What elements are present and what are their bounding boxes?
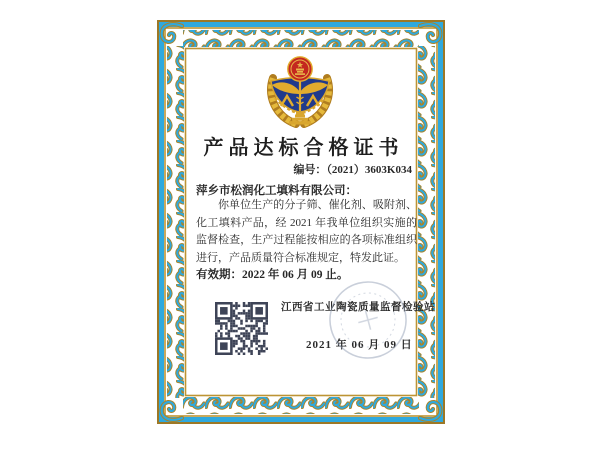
certificate-number	[186, 161, 412, 177]
certificate-title: 产品达标合格证书	[203, 137, 404, 159]
certificate-number-label: 编号：	[293, 164, 327, 176]
validity-value: 2022 年 06 月 09 止。	[242, 269, 349, 281]
validity-label: 有效期：	[196, 269, 242, 281]
issue-date: 2021 年 06 月 09 日	[306, 339, 413, 351]
quality-supervision-emblem-icon	[260, 54, 340, 128]
certificate-number-value: （2021）3603K034	[326, 164, 412, 176]
round-stamp-icon	[326, 278, 410, 362]
qr-code-icon	[215, 302, 268, 355]
company-name: 萍乡市松润化工填料有限公司：	[196, 185, 357, 197]
certificate-body: 你单位生产的分子筛、催化剂、吸附剂、化工填料产品，经 2021 年我单位组织实施的监督检查，生产过程能按相应的各项标准组织进行，产品质量符合标准规定，特发此证。	[196, 199, 417, 264]
issuer-name: 江西省工业陶瓷质量监督检验站	[281, 302, 435, 313]
